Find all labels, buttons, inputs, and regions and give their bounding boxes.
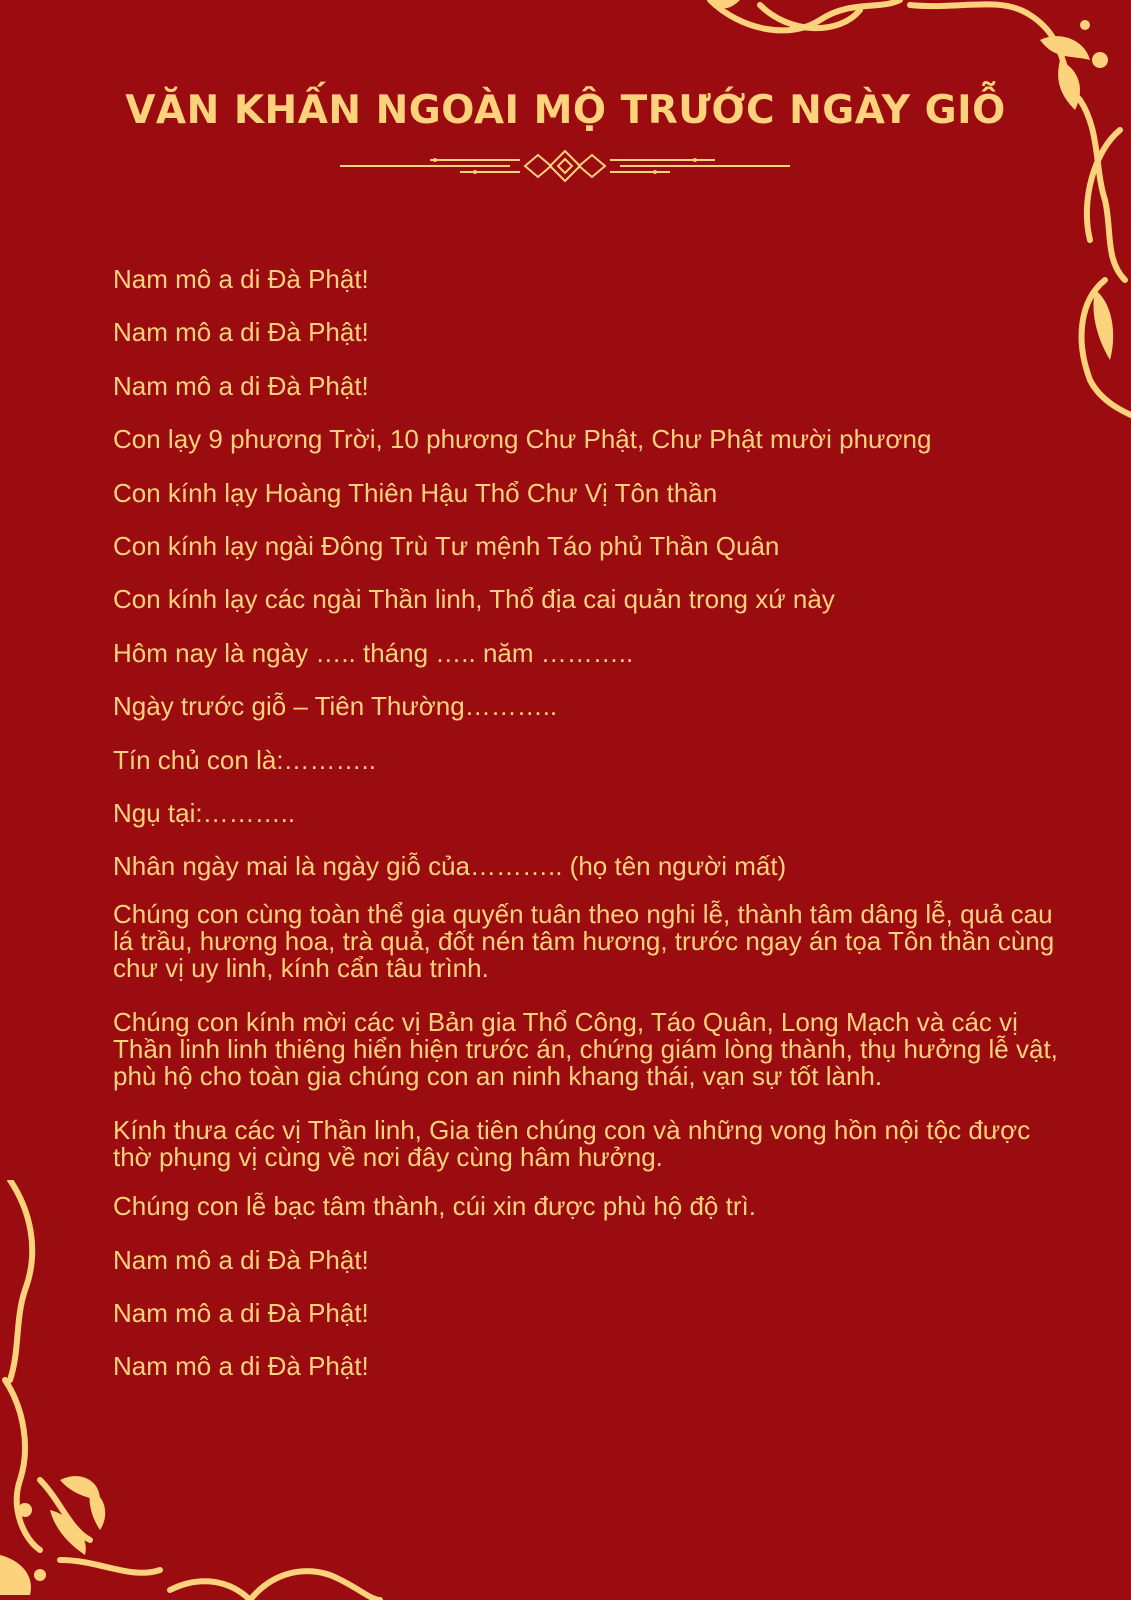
text-paragraph: Kính thưa các vị Thần linh, Gia tiên chúng con và những vong hồn nội tộc được thờ phụng vị cùng về nơi đây cùng hâm hưởng. [113, 1115, 1031, 1173]
page-title: VĂN KHẤN NGOÀI MỘ TRƯỚC NGÀY GIỖ [125, 88, 1006, 133]
text-line: Nam mô a di Đà Phật! [113, 1351, 369, 1382]
text-line: Con kính lạy ngài Đông Trù Tư mệnh Táo phủ Thần Quân [113, 530, 780, 561]
text-paragraph: Chúng con cùng toàn thể gia quyến tuân theo nghi lễ, thành tâm dâng lễ, quả cau lá trầu, hương hoa, trà quả, đốt nén tâm hương, trước ngay án tọa Tôn thần cùng chư vị uy linh, kính cẩn tâu trình. [113, 899, 1055, 984]
text-line: Ngày trước giỗ – Tiên Thường……….. [113, 691, 558, 722]
text-line: Hôm nay là ngày ….. tháng ….. năm ……….. [113, 637, 634, 668]
text-paragraph: Chúng con kính mời các vị Bản gia Thổ Công, Táo Quân, Long Mạch và các vị Thần linh linh thiêng hiển hiện trước án, chứng giám lòng thành, thụ hưởng lễ vật, phù hộ cho toàn gia chúng con an ninh khang thái, vạn sự tốt lành. [113, 1007, 1058, 1092]
diamond-divider-icon [340, 146, 790, 186]
text-line: Nhân ngày mai là ngày giỗ của……….. (họ tên người mất) [113, 851, 787, 882]
text-line: Tín chủ con là:……….. [113, 744, 376, 775]
text-line: Nam mô a di Đà Phật! [113, 317, 369, 348]
text-line: Nam mô a di Đà Phật! [113, 1298, 369, 1329]
text-line: Nam mô a di Đà Phật! [113, 1244, 369, 1275]
prayer-text [113, 264, 1073, 1405]
text-line: Con kính lạy Hoàng Thiên Hậu Thổ Chư Vị Tôn thần [113, 477, 718, 508]
text-line: Con kính lạy các ngài Thần linh, Thổ địa cai quản trong xứ này [113, 584, 835, 615]
text-line: Con lạy 9 phương Trời, 10 phương Chư Phật, Chư Phật mười phương [113, 424, 932, 455]
text-line: Chúng con lễ bạc tâm thành, cúi xin được phù hộ độ trì. [113, 1191, 756, 1222]
text-line: Ngụ tại:……….. [113, 797, 296, 828]
text-line: Nam mô a di Đà Phật! [113, 264, 369, 294]
text-line: Nam mô a di Đà Phật! [113, 370, 369, 401]
